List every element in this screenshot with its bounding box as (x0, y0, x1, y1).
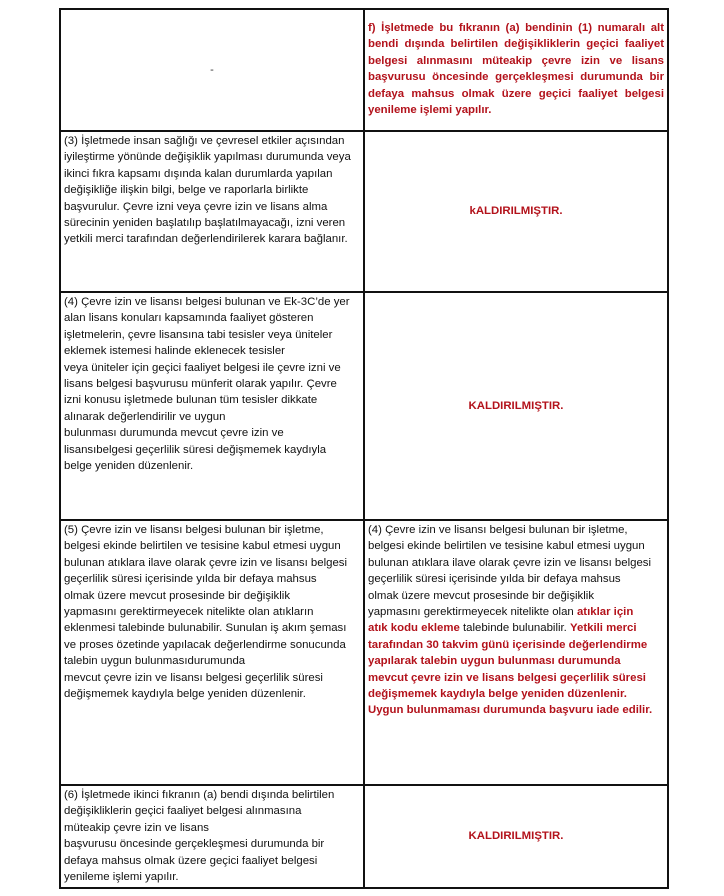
unchanged-text: bulunan atıklara ilave olarak çevre izin ve lisansı belgesi (368, 556, 652, 569)
text-line: lisans belgesi başvurusu münferit olarak yapılır. Çevre (64, 378, 337, 391)
old-cell-4 (60, 520, 364, 785)
removed-label: KALDIRILMIŞTIR. (468, 399, 564, 412)
text-line: değişikliklerin geçici faaliyet belgesi alınmasına (64, 805, 302, 818)
text-line: belge yeniden düzenlenir. (64, 460, 194, 473)
text-line: bulunan atıklara ilave olarak çevre izin ve lisansı belgesi (64, 556, 348, 569)
empty-dash: - (210, 63, 214, 76)
text-line: geçerlilik süresi içerisinde yılda bir defaya mahsus (64, 573, 317, 586)
text-line: alınarak değerlendirilir ve uygun (64, 410, 226, 423)
removed-label: kALDIRILMIŞTIR. (469, 205, 563, 218)
amended-text: atıklar için (576, 606, 634, 619)
old-cell-5 (60, 785, 364, 888)
text-line: lisansıbelgesi geçerlilik süresi değişmemek kaydıyla (64, 443, 327, 456)
text-line: belgesi ekinde belirtilen ve tesisine kabul etmesi uygun (64, 540, 341, 553)
text-line: mevcut çevre izin ve lisansı belgesi geçerlilik süresi (64, 671, 323, 684)
text-line (368, 702, 664, 718)
unchanged-text: olmak üzere mevcut prosesinde bir değişiklik (368, 589, 595, 602)
unchanged-text: geçerlilik süresi içerisinde yılda bir defaya mahsus (368, 573, 621, 586)
text-line: yenileme işlemi yapılır. (64, 871, 179, 884)
old-cell-2: (3) İşletmede insan sağlığı ve çevresel etkiler açısından iyileştirme yönünde değişiklik yapılması durumunda veya ikinci fıkra kapsamı dışında kalan durumlarda yapılan değişikliğe ilişkin bilgi, belge ve raporlarla birlikte başvurulur. Çevre izni veya çevre izin ve lisans alma sürecinin yeniden başlatılıp başlatılmayacağı, izni veren yetkili merci tarafından değerlendirilerek karara bağlanır. (60, 131, 364, 292)
amended-text: atık kodu ekleme (368, 622, 460, 635)
text-line (368, 653, 664, 669)
table-row (60, 292, 668, 520)
text-line (368, 555, 664, 571)
text-line: defaya mahsus olmak üzere geçici faaliyet belgesi (64, 854, 318, 867)
text-line: yapmasını gerektirmeyecek nitelikte olan atıkların (64, 606, 314, 619)
amended-text: mevcut çevre izin ve lisans belgesi geçerlilik süresi (368, 671, 646, 684)
new-cell-3 (364, 292, 668, 520)
text-line: bulunması durumunda mevcut çevre izin ve (64, 427, 284, 440)
text-line (368, 571, 664, 587)
text-line (368, 588, 664, 604)
new-cell-1: f) İşletmede bu fıkranın (a) bendinin (1) numaralı alt bendi dışında belirtilen değişikliklerin geçici faaliyet belgesi alınmasını müteakip çevre izin ve lisans başvurusu öncesinde gerçekleşmesi durumunda bir defaya mahsus olmak üzere geçici faaliyet belgesi yenileme işlemi yapılır. (364, 9, 668, 131)
text-line: alan lisans konuları kapsamında faaliyet gösteren (64, 312, 314, 325)
text-line (368, 522, 664, 538)
new-cell-5 (364, 785, 668, 888)
text-line (368, 637, 664, 653)
text-line (368, 670, 664, 686)
text-line (368, 604, 664, 620)
text-line (368, 686, 664, 702)
text-line: başvurusu öncesinde gerçekleşmesi durumunda bir (64, 838, 325, 851)
text-line: talebin uygun bulunmasıdurumunda (64, 655, 246, 668)
text-line (368, 620, 664, 636)
text-line: eklenmesi talebinde bulunabilir. Sunulan iş akım şeması (64, 622, 347, 635)
new-cell-2 (364, 131, 668, 292)
text-line: müteakip çevre izin ve lisans (64, 821, 209, 834)
text-line: (6) İşletmede ikinci fıkranın (a) bendi dışında belirtilen (64, 789, 335, 801)
unchanged-text: belgesi ekinde belirtilen ve tesisine kabul etmesi uygun (368, 540, 645, 553)
old-cell-1 (60, 9, 364, 131)
amended-text: değişmemek kaydıyla belge yeniden düzenlenir. (368, 688, 627, 701)
unchanged-text: yapmasını gerektirmeyecek nitelikte olan (368, 606, 577, 619)
amended-text: Uygun bulunmaması durumunda başvuru iade edilir. (368, 704, 653, 717)
table-row (60, 520, 668, 785)
amended-text: Yetkili merci (570, 622, 637, 635)
table-row (60, 785, 668, 888)
text-line: veya üniteler için geçici faaliyet belgesi ile çevre izni ve (64, 361, 341, 374)
old-cell-3 (60, 292, 364, 520)
text-line: (5) Çevre izin ve lisansı belgesi bulunan bir işletme, (64, 524, 324, 536)
table-row (60, 131, 668, 292)
amended-text: yapılarak talebin uygun bulunması durumunda (368, 655, 621, 668)
new-cell-4 (364, 520, 668, 785)
text-line (368, 538, 664, 554)
comparison-table (59, 8, 669, 889)
text-line: eklemek istemesi halinde eklenecek tesisler (64, 345, 285, 358)
text-line: değişmemek kaydıyla belge yeniden düzenlenir. (64, 688, 306, 701)
text-line: izni konusu işletmede bulunan tüm tesisler dikkate (64, 394, 318, 407)
text-line: (4) Çevre izin ve lisansı belgesi bulunan ve Ek-3C’de yer (64, 296, 350, 308)
unchanged-text: (4) Çevre izin ve lisansı belgesi bulunan bir işletme, (368, 524, 628, 536)
unchanged-text: talebinde bulunabilir. (459, 622, 571, 635)
amended-text: tarafından 30 takvim günü içerisinde değerlendirme (368, 638, 648, 651)
removed-label: KALDIRILMIŞTIR. (468, 830, 564, 843)
text-line: işletmelerin, çevre lisansına tabi tesisler veya üniteler (64, 328, 333, 341)
text-line: olmak üzere mevcut prosesinde bir değişiklik (64, 589, 291, 602)
table-row (60, 9, 668, 131)
text-line: ve proses özetinde yapılacak değerlendirme sonucunda (64, 638, 346, 651)
